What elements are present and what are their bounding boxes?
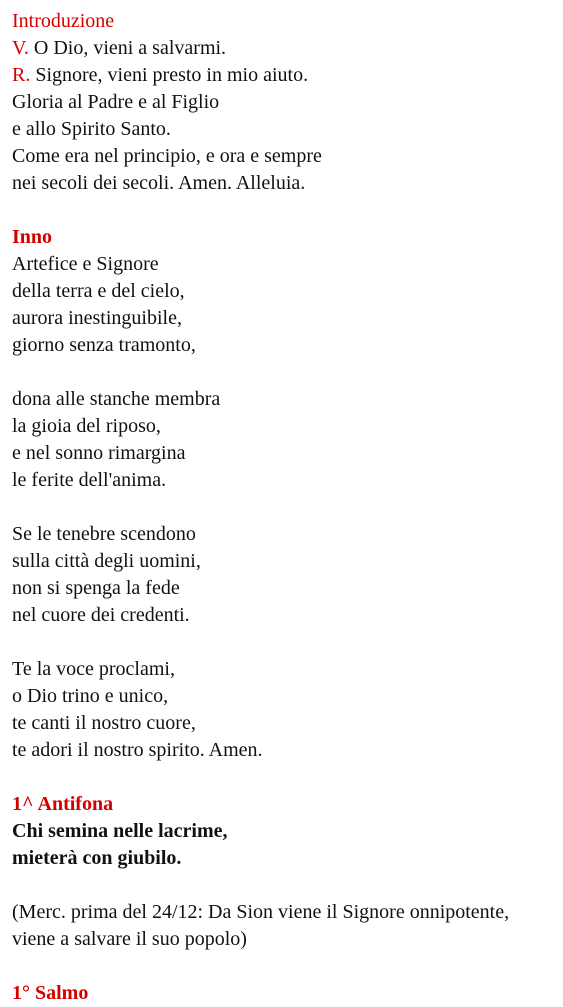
hymn-line: Te la voce proclami, — [12, 658, 175, 680]
hymn-line: e nel sonno rimargina — [12, 442, 186, 464]
stanza-gap — [12, 494, 551, 521]
section-gap — [12, 872, 551, 899]
antifona-heading: 1^ Antifona — [12, 793, 114, 815]
antifona-note: viene a salvare il suo popolo) — [12, 928, 247, 950]
salmo-heading: 1° Salmo — [12, 982, 89, 1004]
hymn-line: aurora inestinguibile, — [12, 307, 182, 329]
response-marker: R. — [12, 64, 31, 86]
stanza-gap — [12, 629, 551, 656]
response-line — [12, 62, 551, 89]
hymn-line: Artefice e Signore — [12, 253, 159, 275]
hymn-line: o Dio trino e unico, — [12, 685, 169, 707]
hymn-line: sulla città degli uomini, — [12, 550, 201, 572]
introduzione-heading: Introduzione — [12, 10, 115, 32]
stanza-gap — [12, 359, 551, 386]
antifona-line: mieterà con giubilo. — [12, 847, 182, 869]
antifona-note: (Merc. prima del 24/12: Da Sion viene il Signore onnipotente, — [12, 901, 510, 923]
hymn-line: te canti il nostro cuore, — [12, 712, 196, 734]
hymn-line: della terra e del cielo, — [12, 280, 185, 302]
hymn-line: la gioia del riposo, — [12, 415, 161, 437]
response-text: Signore, vieni presto in mio aiuto. — [30, 64, 309, 86]
antifona-line: Chi semina nelle lacrime, — [12, 820, 228, 842]
hymn-line: dona alle stanche membra — [12, 388, 221, 410]
gloria-line: nei secoli dei secoli. Amen. Alleluia. — [12, 172, 306, 194]
section-gap — [12, 197, 551, 224]
hymn-line: Se le tenebre scendono — [12, 523, 196, 545]
hymn-line: non si spenga la fede — [12, 577, 180, 599]
gloria-line: Come era nel principio, e ora e sempre — [12, 145, 322, 167]
hymn-line: te adori il nostro spirito. Amen. — [12, 739, 263, 761]
versicle-marker: V. — [12, 37, 29, 59]
section-gap — [12, 953, 551, 980]
hymn-line: giorno senza tramonto, — [12, 334, 196, 356]
hymn-line: le ferite dell'anima. — [12, 469, 167, 491]
gloria-line: Gloria al Padre e al Figlio — [12, 91, 220, 113]
gloria-line: e allo Spirito Santo. — [12, 118, 171, 140]
section-gap — [12, 764, 551, 791]
versicle-line — [12, 35, 551, 62]
hymn-line: nel cuore dei credenti. — [12, 604, 190, 626]
versicle-text: O Dio, vieni a salvarmi. — [28, 37, 227, 59]
inno-heading: Inno — [12, 226, 53, 248]
